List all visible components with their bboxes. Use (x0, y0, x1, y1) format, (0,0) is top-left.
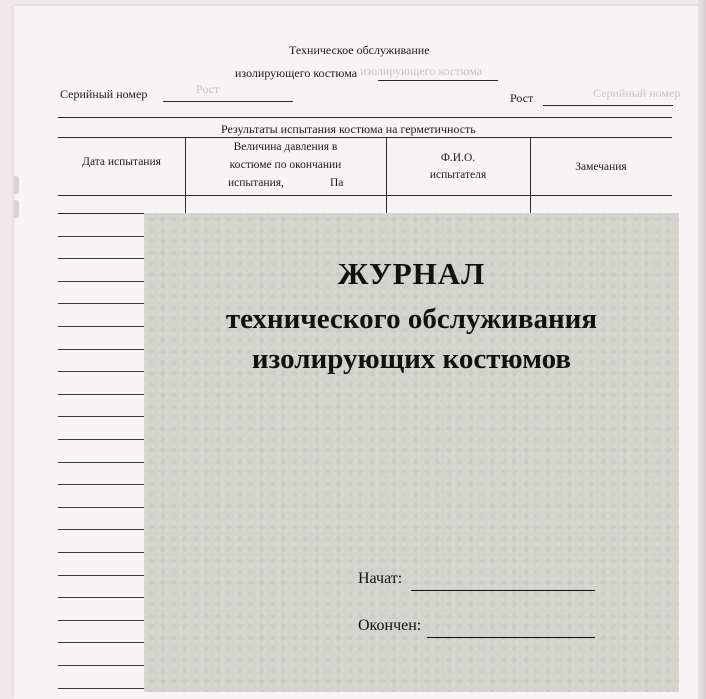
table-row-line (58, 416, 144, 417)
journal-cover (144, 213, 679, 692)
serial-number-label: Серийный номер (60, 87, 148, 101)
table-row-line (58, 575, 144, 576)
table-row-line (58, 303, 144, 304)
table-row-line (58, 620, 144, 621)
page-edge (698, 0, 706, 699)
col-header-pressure-unit: Па (330, 177, 344, 189)
ghost-serial-text: Серийный номер (593, 86, 681, 100)
table-row-line (58, 597, 144, 598)
height-label: Рост (510, 91, 534, 105)
form-title-line1: Техническое обслуживание (289, 43, 430, 57)
table-row-line (58, 236, 144, 237)
results-title: Результаты испытания костюма на герметичность (221, 122, 476, 136)
table-column-divider (530, 137, 531, 213)
col-header-notes: Замечания (575, 161, 627, 173)
cover-title-line3: изолирующих костюмов (251, 343, 572, 375)
finished-label: Окончен: (358, 617, 422, 634)
binder-hole (14, 176, 19, 194)
col-header-pressure-line1: Величина давления в (233, 141, 338, 153)
started-label: Начат: (358, 570, 403, 587)
table-row-line (58, 439, 144, 440)
table-row-line (58, 484, 144, 485)
col-header-pressure-line3: испытания, (228, 177, 284, 189)
col-header-pressure-line2: костюме по окончании (229, 159, 342, 171)
finished-line (427, 637, 595, 638)
table-row-line (58, 665, 144, 666)
col-header-name-line1: Ф.И.О. (440, 152, 476, 164)
form-title-line2: изолирующего костюма (235, 66, 358, 80)
form-title-underline (378, 80, 498, 81)
separator-line (58, 117, 672, 118)
table-row-line (58, 688, 144, 689)
table-row-line (58, 462, 144, 463)
ghost-subtitle-text: изолирующего костюма (360, 64, 483, 78)
table-top-border (58, 137, 672, 138)
col-header-date: Дата испытания (82, 156, 161, 168)
serial-number-line (163, 101, 293, 102)
ghost-height-text: Рост (196, 82, 220, 96)
table-row-line (58, 507, 144, 508)
table-row-line (58, 258, 144, 259)
table-row-line (58, 349, 144, 350)
height-line (543, 105, 673, 106)
table-row-line (58, 552, 144, 553)
table-row-line (58, 281, 144, 282)
table-row-line (58, 394, 144, 395)
table-header-bottom-border (58, 195, 672, 196)
cover-title-line1: ЖУРНАЛ (337, 256, 486, 291)
table-row-line (58, 529, 144, 530)
cover-title-line2: технического обслуживания (225, 303, 598, 335)
table-row-line (58, 642, 144, 643)
binder-hole (14, 200, 19, 218)
col-header-name-line2: испытателя (429, 169, 487, 181)
table-row-line (58, 326, 144, 327)
started-line (411, 590, 595, 591)
table-row-line (58, 371, 144, 372)
